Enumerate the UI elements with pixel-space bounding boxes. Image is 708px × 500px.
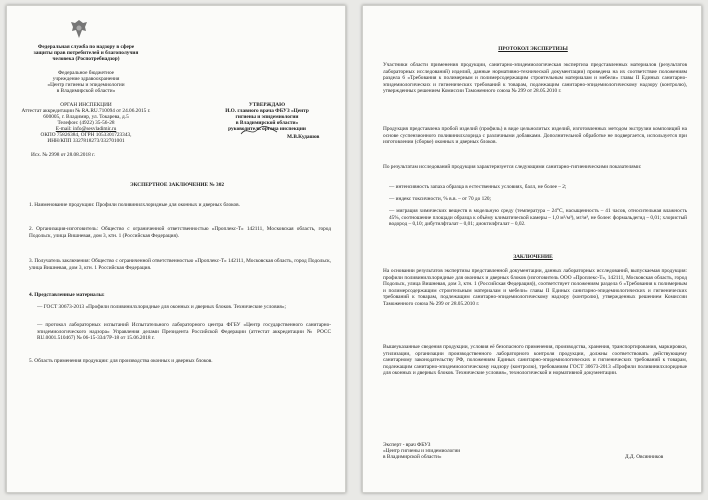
indicator-item: — интенсивность запаха образца в естественных условиях, балл, не более – 2; [389,184,567,190]
agency-header-line: Федеральная служба по надзору в сфере [37,44,135,50]
item-product-name: 1. Наименование продукции: Профили поливинилхлоридные для оконных и дверных блоков. [29,202,240,208]
accreditation-line: ОКПО 75826384, ОГРН 1053301723343, [40,132,132,138]
accreditation-line: E-mail: info@sesvladimir.ru [55,126,117,132]
item-application-area: 5. Область применения продукции: для производства оконных и дверных блоков. [29,358,213,364]
item-materials-heading: 4. Представленные материалы: [29,292,105,298]
protocol-title: ПРОТОКОЛ ЭКСПЕРТИЗЫ [498,46,568,52]
protocol-paragraph: Участники области применения продукции, санитарно-эпидемиологическая экспертиза представленных материалов (результатов лабораторных исследований) изделий, данные нормативно-технической документации) проведена на их соответствие положениям раздела 6 «Требования к полимерным и полимерсодержащим строительным материалам и мебели» главы II Единых санитарно-эпидемиологических и гигиенических требований к товарам, подлежащим санитарно-эпидемиологическому надзору (контролю), утвержденных решением Комиссии Таможенного союза № 299 от 28.05.2010 г. [383,62,687,95]
protocol-paragraph: По результатам исследований продукция характеризуется следующими санитарно-гигиеническими показателями: [383,164,642,170]
approval-line: УТВЕРЖДАЮ [248,102,286,108]
protocol-paragraph: Продукция представлена пробой изделий (профиль) в виде цельнолитых изделий, изготовленных методом экструзии композиций на основе суспензионного поливинилхлорида с различными добавками. Дополнительной обработке не подвергается, используется при изготовлении (сборке) оконных и дверных блоков. [383,126,687,146]
conclusion-paragraph: На основании результатов экспертизы представленной документации, данных лабораторных исследований, выпускаемая продукция: профили поливинилхлоридные для оконных и дверных блоков (изготовитель ООО «Проплекс-Т», 142111, Московская область, город Подольск, улица Вишневая, дом 3, ктн. 1 (Российская Федерация)), соответствует положениям раздела 6 «Требования к полимерным и полимерсодержащим строительным материалам и мебели» главы II Единых санитарно-эпидемиологических и гигиенических требований к товарам, подлежащим санитарно-эпидемиологическому надзору (контролю), утвержденных решением Комиссии Таможенного союза № 299 от 28.05.2010 г. [383,268,687,307]
item-material-protocol: — протокол лабораторных испытаний Испытательного лабораторного центра ФГБУ «Центр государственного санитарно-эпидемиологического надзора» Управления делами Президента Российской Федерации (аттестат аккредитации № РОСС RU.0001.510467) № 06-15-334/7Р-18 от 15.06.2018 г. [37,322,331,342]
item-recipient: 3. Получатель заключения: Общество с ограниченной ответственностью «Проплекс-Т» 142111, Московская область, город Подольск, улица Вишневая, дом 3, ктн. 1 Российская Федерация. [29,258,331,271]
approval-line: гигиены и эпидемиологии [235,114,299,120]
expert-line: «Центр гигиены и эпидемиологии [383,448,461,454]
coat-of-arms-icon [69,18,89,40]
document-title: ЭКСПЕРТНОЕ ЗАКЛЮЧЕНИЕ № 302 [130,182,224,188]
approval-line: И.О. главного врача ФБУЗ «Центр [225,108,309,114]
agency-header-line: защиты прав потребителей и благополучия [33,50,139,56]
org-line: учреждение здравоохранения [52,76,120,82]
document-page-right [362,5,702,493]
expert-line: в Владимирской области» [383,454,442,460]
approval-line: руководитель органа инспекции [228,126,306,132]
accreditation-line: Телефон: (4922) 35-56-28 [57,120,115,126]
org-line: «Центр гигиены и эпидемиологии [47,82,125,88]
expert-line: Эксперт - врач ФБУЗ [383,442,431,448]
reference-number: Исх. № 2998 от 28.08.2018 г. [31,152,95,158]
conclusion-title: ЗАКЛЮЧЕНИЕ [513,254,553,260]
accreditation-line: 600005, г. Владимир, ул. Токарева, д.5 [43,114,129,120]
indicator-item: — индекс токсичности, % в.в. – от 70 до 120; [389,196,492,202]
item-manufacturer: 2. Организация-изготовитель: Общество с ограниченной ответственностью «Проплекс-Т» 142111, Московская область, город Подольск, улица Вишневая, дом 3, ктн. 1 (Российская Федерация). [29,226,331,239]
accreditation-line: ОРГАН ИНСПЕКЦИИ [60,102,112,108]
agency-header-line: человека (Роспотребнадзор) [52,56,120,62]
indicator-item: — миграция химических веществ в модельную среду (температура – 24°C, насыщенность – 41 часов, относительная влажность 45%, соотношение площади образца к объёму климатической камеры – 1,0 м²/м³), мг/м³, не более: формальдегид – 0,01; хлористый водород – 0,10; дибутилфталат – 0,01; диоктилфталат – 0,02. [389,208,687,228]
org-line: в Владимирской области» [56,88,116,94]
conclusion-paragraph: Вышеуказанные сведения продукции, условия её безопасного применения, производства, хранения, транспортирования, маркировки, утилизации, организации производственного лабораторного контроля продукции, должны соответствовать действующему санитарному законодательству РФ, положениям Единых санитарно-эпидемиологических и гигиенических требований к товарам, подлежащим санитарно-эпидемиологическому надзору (контролю), требованиям ГОСТ 30673-2013 «Профили поливинилхлоридные для оконных и дверных блоков. Технические условия», технологической и нормативной документации. [383,344,687,377]
approval-line: в Владимирской области» [235,120,299,126]
org-line: Федеральное бюджетное [57,70,115,76]
document-page-left [6,5,346,493]
signature-icon [239,124,279,138]
item-material-standard: — ГОСТ 30673-2013 «Профили поливинилхлоридные для оконных и дверных блоков. Технические условия»; [37,304,286,310]
accreditation-line: ИНН/КПП 3327818273/332701001 [47,138,125,144]
accreditation-line: Аттестат аккредитации № RA.RU.710094 от 24.06.2015 г. [21,108,151,114]
expert-name: Д.Д. Овсянников [625,454,664,460]
approval-signature-name: М.В.Кудашов [287,134,320,140]
